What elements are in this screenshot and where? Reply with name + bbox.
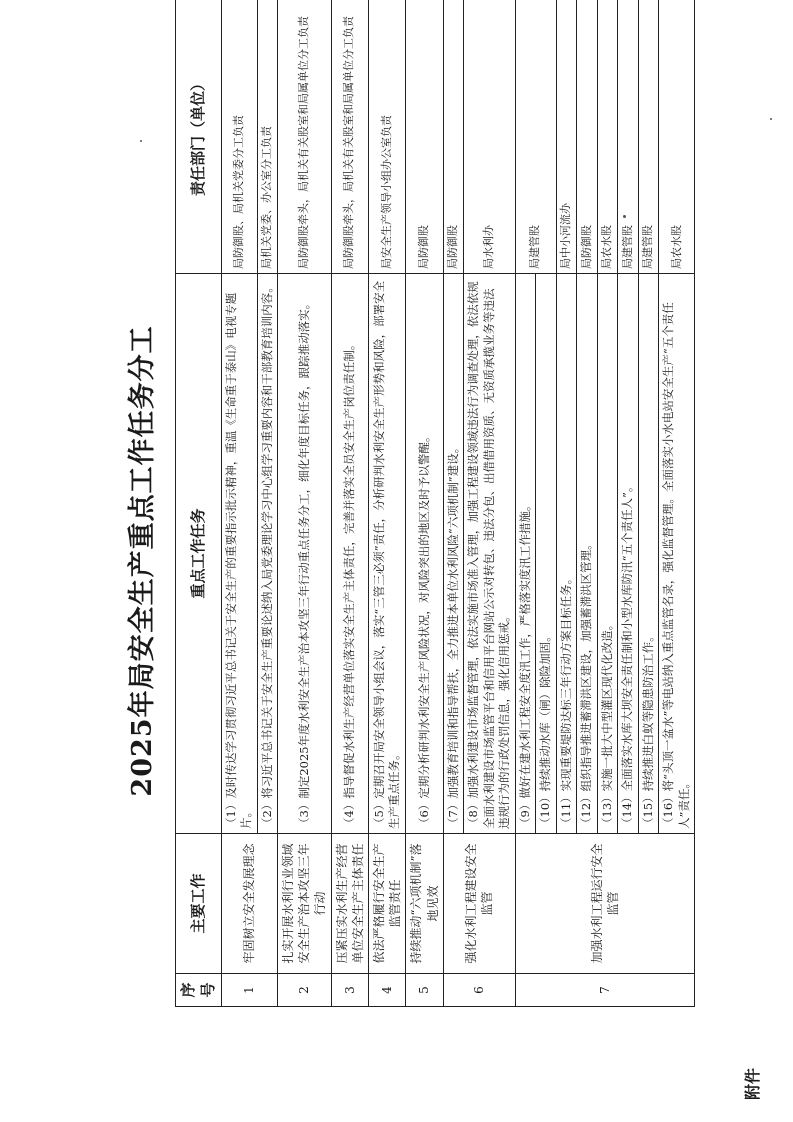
seq-cell: 4 <box>368 974 405 1007</box>
dept-cell: 局防御股牵头，局机关有关股室和局属单位分工负责 <box>331 0 368 274</box>
table-row <box>221 0 257 1007</box>
seq-cell: 5 <box>406 974 443 1007</box>
scan-speck <box>623 215 626 218</box>
main-work-cell: 依法严格履行安全生产监管责任 <box>368 834 405 974</box>
table-row <box>443 0 464 1007</box>
task-cell: （9）做好在建水利工程安全度汛工作，严格落实度汛工作措施。 <box>515 274 536 834</box>
seq-cell: 7 <box>515 974 695 1007</box>
dept-cell: 局防御股、局机关党委分工负责 <box>221 0 257 274</box>
table-row <box>406 0 443 1007</box>
main-work-cell: 牢固树立安全发展理念 <box>221 834 278 974</box>
header-seq: 序号 <box>176 974 222 1007</box>
table-row <box>331 0 368 1007</box>
dept-cell: 局农水股 <box>597 0 618 274</box>
task-cell: （3）制定2025年度水利安全生产治本攻坚三年行动重点任务分工，细化年度目标任务，跟踪推动落实。 <box>278 274 332 834</box>
task-cell: （15）持续推进白蚁等隐患防治工作。 <box>638 274 659 834</box>
main-work-cell: 扎实开展水利行业领域安全生产治本攻坚三年行动 <box>278 834 332 974</box>
table-row <box>278 0 332 1007</box>
task-cell: （8）加强水利建设市场监督管理，依法实施市场准入管理，加强工程建设领域违法行为调查处理，依法依规全面水利建设市场监管平台和信用平台网站公示对转包、违法分包、出借借用资质、无资质承揽业务等违法违规行为的行政处罚信息，强化信用惩戒。 <box>464 274 516 834</box>
dept-cell: 局防御股 <box>443 0 464 274</box>
dept-cell: 局农水股 <box>659 0 695 274</box>
dept-cell: 局防御股牵头，局机关有关股室和局属单位分工负责 <box>278 0 332 274</box>
table-header-row <box>176 0 222 1007</box>
task-cell: （5）定期召开局安全领导小组会议，落实“三管三必须”责任，分析研判水利安全生产形势和风险，部署安全生产重点任务。 <box>368 274 405 834</box>
dept-cell: 局水利办 <box>464 0 516 274</box>
main-work-cell: 持续推动“六项机制”落地见效 <box>406 834 443 974</box>
dept-cell: 局建管股 <box>618 0 639 274</box>
main-work-cell: 强化水利工程建设安全监管 <box>443 834 515 974</box>
header-dept: 责任部门（单位） <box>176 0 222 274</box>
task-cell: （1）及时传达学习贯彻习近平总书记关于安全生产的重要指示批示精神，重温《生命重于泰山》电视专题片。 <box>221 274 257 834</box>
main-work-cell: 压紧压实水利生产经营单位安全生产主体责任 <box>331 834 368 974</box>
seq-cell: 1 <box>221 974 278 1007</box>
dept-cell: 局中小河流办 <box>556 0 577 274</box>
task-cell: （12）组织指导推进蓄滞洪区建设，加强蓄滞洪区管理。 <box>577 274 598 834</box>
header-main-work: 主要工作 <box>176 834 222 974</box>
seq-cell: 2 <box>278 974 332 1007</box>
task-table <box>175 0 695 1007</box>
task-cell: （13）实施一批大中型灌区现代化改造。 <box>597 274 618 834</box>
task-cell: （10）持续推动水库（闸）除险加固。 <box>536 274 557 834</box>
table-row <box>368 0 405 1007</box>
scan-speck <box>140 140 142 142</box>
task-cell: （11）实现重要堤防达标三年行动方案目标任务。 <box>556 274 577 834</box>
task-cell: （16）将“头顶一盆水”等电站纳入重点监管名录，强化监督管理。全面落实小水电站安全生产“五个责任人”责任。 <box>659 274 695 834</box>
header-key-task: 重点工作任务 <box>176 274 222 834</box>
seq-cell: 3 <box>331 974 368 1007</box>
dept-cell: 局防御股 <box>577 0 598 274</box>
task-cell: （2）将习近平总书记关于安全生产重要论述纳入局党委理论学习中心组学习重要内容和干部教育培训内容。 <box>257 274 278 834</box>
attachment-label: 附件 <box>743 1067 762 1100</box>
task-cell: （14）全面落实水库大坝安全责任制和小型水库防汛“五个责任人”。 <box>618 274 639 834</box>
table-row <box>515 0 536 1007</box>
scan-speck <box>770 118 772 120</box>
main-work-cell: 加强水利工程运行安全监管 <box>515 834 695 974</box>
task-cell: （7）加强教育培训和指导帮扶，全力推进本单位水利风险“六项机制”建设。 <box>443 274 464 834</box>
document-title: 2025年局安全生产重点工作任务分工 <box>127 325 158 797</box>
dept-cell: 局建管股 <box>638 0 659 274</box>
seq-cell: 6 <box>443 974 515 1007</box>
dept-cell: 局防御股 <box>406 0 443 274</box>
dept-cell: 局安全生产领导小组办公室负责 <box>368 0 405 274</box>
dept-cell: 局机关党委、办公室分工负责 <box>257 0 278 274</box>
task-cell: （4）指导督促水利生产经营单位落实安全生产主体责任，完善并落实全员安全生产岗位责任制。 <box>331 274 368 834</box>
task-cell: （6）定期分析研判水利安全生产风险状况，对风险突出的地区及时予以警醒。 <box>406 274 443 834</box>
dept-cell: 局建管股 <box>515 0 556 274</box>
